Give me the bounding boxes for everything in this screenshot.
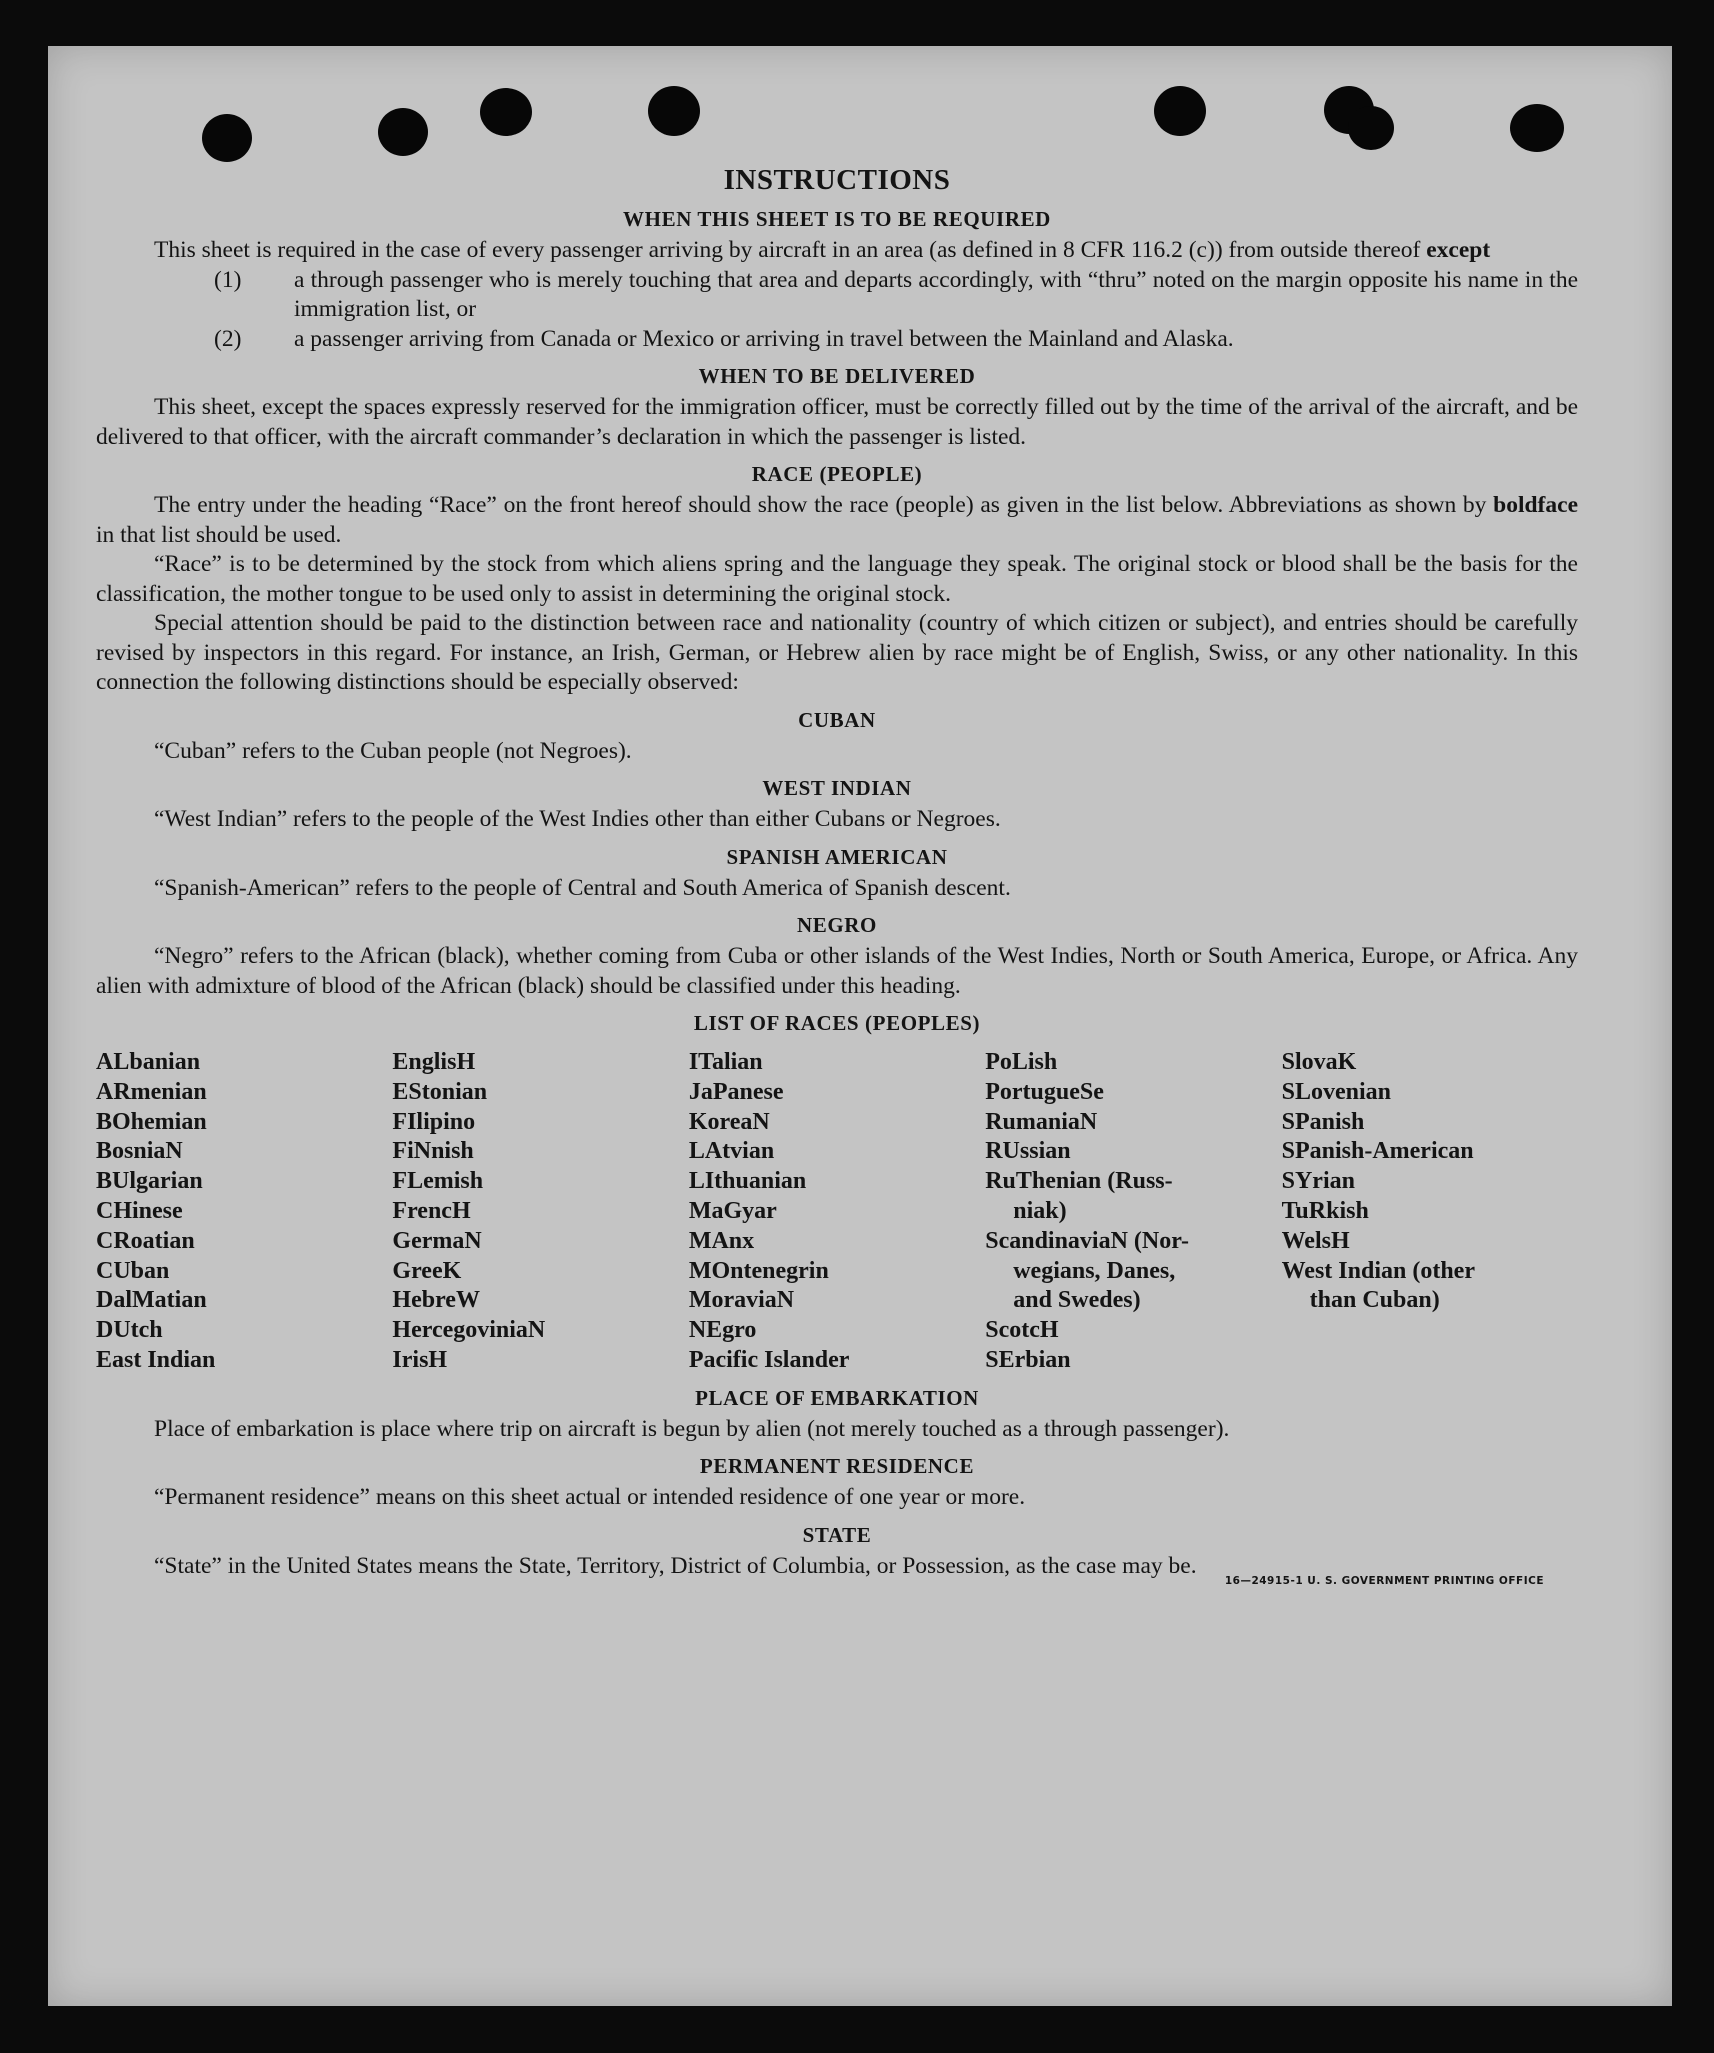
race-item: FrencH	[392, 1197, 471, 1224]
race-item: SPanish-American	[1281, 1138, 1474, 1165]
race-item: IrisH	[392, 1346, 448, 1373]
race-item: NEgro	[688, 1317, 757, 1344]
race-item-continuation: and Swedes)	[1013, 1287, 1141, 1314]
race-item: MoraviaN	[688, 1287, 795, 1314]
race-item: RuThenian (Russ-	[985, 1168, 1173, 1195]
race-item: SlovaK	[1281, 1049, 1357, 1075]
race-paragraph-2: “Race” is to be determined by the stock from which aliens spring and the language they speak. The original stock or blood shall be the basis for the classification, the mother tongue to be used only to assist in determining the original stock.	[96, 551, 1578, 607]
west-indian-paragraph: “West Indian” refers to the people of the West Indies other than either Cubans or Negroes.	[154, 806, 1001, 832]
race-item-continuation: niak)	[1013, 1197, 1067, 1224]
section-heading-residence: PERMANENT RESIDENCE	[699, 1454, 975, 1479]
exception-item: (2) a passenger arriving from Canada or Mexico or arriving in travel between the Mainland and Alaska.	[214, 325, 1234, 352]
section-heading-west-indian: WEST INDIAN	[762, 776, 912, 800]
race-item: HercegoviniaN	[392, 1317, 546, 1344]
race-item: MOntenegrin	[688, 1257, 829, 1284]
race-item: DUtch	[96, 1317, 163, 1344]
race-item: LAtvian	[688, 1138, 775, 1165]
race-item: SLovenian	[1281, 1078, 1391, 1105]
race-paragraph-1: The entry under the heading “Race” on the front hereof should show the race (people) as given in the list below. Abbreviations as shown by boldface in that list should be used.	[96, 492, 1578, 548]
race-item: JaPanese	[688, 1078, 784, 1105]
section-heading-state: STATE	[802, 1522, 872, 1547]
section-heading-required: WHEN THIS SHEET IS TO BE REQUIRED	[623, 207, 1051, 231]
race-item: FIlipino	[392, 1108, 476, 1135]
race-item-continuation: than Cuban)	[1309, 1287, 1440, 1314]
race-item: Pacific Islander	[688, 1346, 850, 1373]
race-item: East Indian	[96, 1346, 216, 1373]
race-item: LIthuanian	[688, 1168, 807, 1195]
state-block	[96, 1552, 1578, 1588]
races-column-3	[689, 1048, 985, 1376]
required-paragraph: This sheet is required in the case of every passenger arriving by aircraft in an area (as defined in 8 CFR 116.2 (c)) from outside thereof except	[154, 237, 1491, 263]
punch-hole	[1154, 86, 1206, 136]
race-item: SErbian	[985, 1346, 1071, 1373]
race-item: BosniaN	[96, 1138, 183, 1165]
race-item: PoLish	[985, 1049, 1058, 1075]
section-heading-races-list: LIST OF RACES (PEOPLES)	[693, 1011, 981, 1035]
state-paragraph: “State” in the United States means the State, Territory, District of Columbia, or Possession, as the case may be.	[154, 1552, 1197, 1579]
race-item: ITalian	[688, 1049, 763, 1075]
punch-hole	[202, 114, 252, 162]
page-title: INSTRUCTIONS	[723, 164, 951, 196]
race-item: CHinese	[96, 1197, 183, 1224]
cuban-paragraph: “Cuban” refers to the Cuban people (not Negroes).	[154, 737, 632, 764]
race-item: BUlgarian	[96, 1168, 203, 1195]
race-item: PortugueSe	[985, 1078, 1104, 1105]
race-item: HebreW	[392, 1287, 480, 1314]
residence-paragraph: “Permanent residence” means on this sheet actual or intended residence of one year or more.	[154, 1484, 1026, 1511]
race-item: MaGyar	[688, 1197, 777, 1224]
embarkation-paragraph: Place of embarkation is place where trip on aircraft is begun by alien (not merely touched as a through passenger).	[154, 1415, 1230, 1442]
races-column-2	[392, 1048, 688, 1376]
punch-hole	[648, 86, 700, 136]
race-item: FiNnish	[392, 1138, 474, 1165]
race-item: WelsH	[1281, 1227, 1350, 1254]
punch-hole	[1348, 106, 1394, 150]
races-column-1	[96, 1048, 392, 1376]
race-item-continuation: wegians, Danes,	[1013, 1257, 1176, 1284]
punch-hole	[480, 88, 532, 136]
race-item: EnglisH	[392, 1049, 476, 1075]
race-item: CRoatian	[96, 1227, 195, 1254]
race-item: SPanish	[1281, 1108, 1365, 1135]
race-item: KoreaN	[688, 1108, 770, 1135]
race-item: SYrian	[1281, 1168, 1355, 1195]
section-heading-race: RACE (PEOPLE)	[751, 462, 923, 486]
races-column-5	[1282, 1048, 1578, 1376]
race-item: ScotcH	[985, 1317, 1059, 1344]
section-heading-negro: NEGRO	[796, 913, 877, 937]
race-item: ARmenian	[96, 1078, 207, 1105]
spanish-american-paragraph: “Spanish-American” refers to the people of Central and South America of Spanish descent.	[154, 874, 1011, 901]
race-item: EStonian	[392, 1078, 488, 1105]
race-item: TuRkish	[1281, 1197, 1369, 1224]
race-item: FLemish	[392, 1168, 484, 1195]
race-item: CUban	[96, 1257, 170, 1284]
race-item: BOhemian	[96, 1108, 207, 1135]
race-item: GreeK	[392, 1257, 462, 1284]
section-heading-spanish-american: SPANISH AMERICAN	[726, 844, 948, 869]
race-item: RUssian	[985, 1138, 1071, 1165]
printing-office-imprint: 16—24915-1 U. S. GOVERNMENT PRINTING OFFICE	[1224, 1575, 1544, 1588]
races-list	[96, 1048, 1578, 1376]
race-item: GermaN	[392, 1227, 482, 1254]
races-column-4	[985, 1048, 1281, 1376]
document-page	[48, 46, 1672, 2006]
race-item: RumaniaN	[985, 1108, 1098, 1135]
race-item: ScandinaviaN (Nor-	[985, 1227, 1190, 1254]
race-item: ALbanian	[96, 1049, 201, 1075]
negro-paragraph: “Negro” refers to the African (black), whether coming from Cuba or other islands of the West Indies, North or South America, Europe, or Africa. Any alien with admixture of blood of the African (black) should be classified under this heading.	[96, 943, 1578, 999]
punch-hole	[378, 108, 428, 156]
race-item: West Indian (other	[1281, 1257, 1475, 1284]
race-item: MAnx	[688, 1227, 755, 1254]
punch-hole	[1510, 104, 1564, 152]
section-heading-delivered: WHEN TO BE DELIVERED	[698, 364, 976, 388]
race-item: DalMatian	[96, 1287, 207, 1314]
delivered-paragraph: This sheet, except the spaces expressly reserved for the immigration officer, must be correctly filled out by the time of the arrival of the aircraft, and be delivered to that officer, with the aircraft commander’s declaration in which the passenger is listed.	[96, 394, 1578, 450]
instructions-content	[96, 164, 1578, 1588]
exception-item: (1) a through passenger who is merely touching that area and departs accordingly, with “thru” noted on the margin opposite his name in the immigration list, or	[214, 266, 1578, 322]
section-heading-cuban: CUBAN	[798, 707, 876, 732]
section-heading-embarkation: PLACE OF EMBARKATION	[695, 1385, 979, 1410]
race-paragraph-3: Special attention should be paid to the distinction between race and nationality (country of which citizen or subject), and entries should be carefully revised by inspectors in this regard. For instance, an Irish, German, or Hebrew alien by race might be of English, Swiss, or any other nationality. In this connection the following distinctions should be especially observed:	[96, 610, 1578, 695]
